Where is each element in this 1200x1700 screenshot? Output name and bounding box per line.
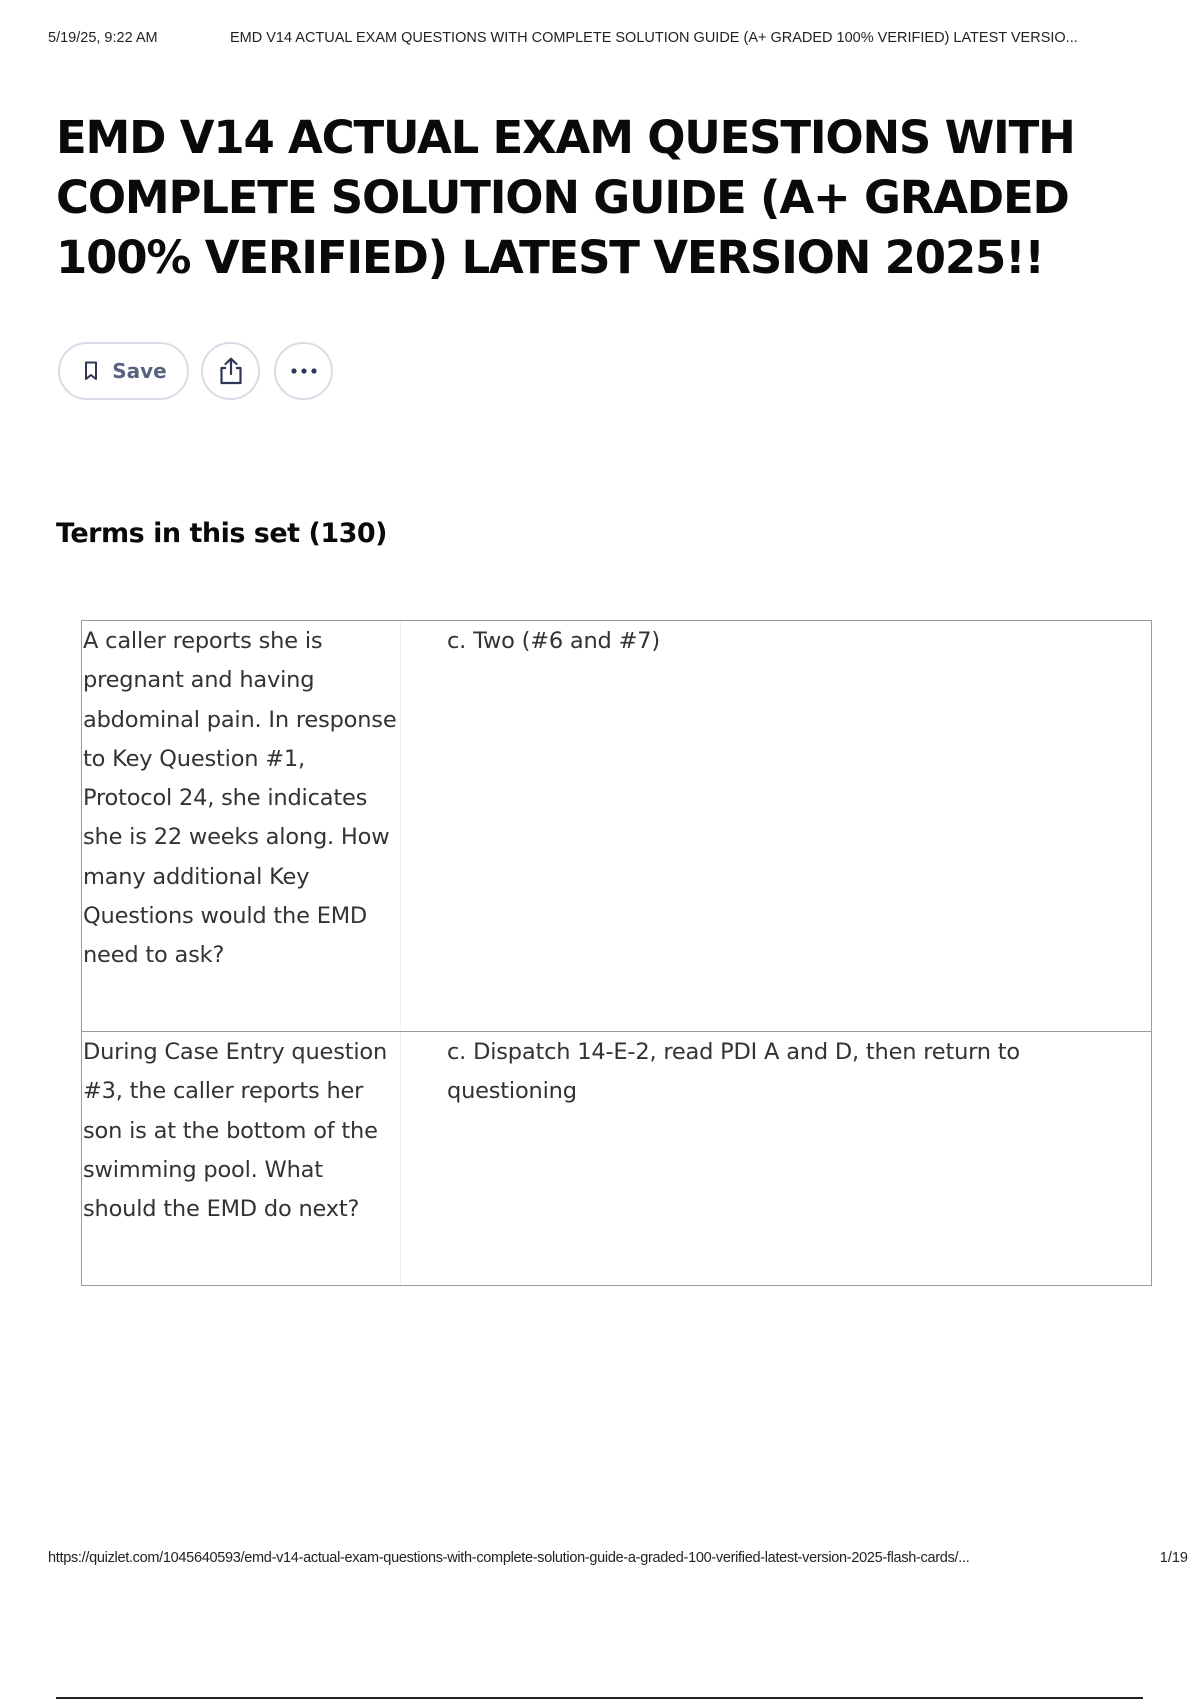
term-question: During Case Entry question #3, the caller reports her son is at the bottom of the swimming pool. What should the EMD do next?	[82, 1032, 401, 1285]
save-button-label: Save	[112, 359, 167, 383]
print-footer	[48, 1550, 1188, 1570]
term-answer: c. Dispatch 14-E-2, read PDI A and D, then return to questioning	[447, 1039, 1020, 1105]
save-button[interactable]	[58, 342, 189, 400]
term-row[interactable]	[82, 1031, 1151, 1285]
term-row[interactable]	[82, 621, 1151, 1031]
share-button[interactable]	[201, 342, 260, 400]
print-doc-title: EMD V14 ACTUAL EXAM QUESTIONS WITH COMPLETE SOLUTION GUIDE (A+ GRADED 100% VERIFIED) LATEST VERSIO...	[230, 30, 1078, 46]
print-header	[48, 30, 1172, 50]
term-question: A caller reports she is pregnant and having abdominal pain. In response to Key Question #1, Protocol 24, she indicates she is 22 weeks along. How many additional Key Questions would the EMD need to ask?	[82, 621, 401, 1031]
page-url-link[interactable]: https://quizlet.com/1045640593/emd-v14-actual-exam-questions-with-complete-solution-guide-a-graded-100-verified-latest-version-2025-flash-cards/...	[48, 1550, 970, 1566]
term-answer: c. Two (#6 and #7)	[447, 628, 660, 654]
more-options-button[interactable]	[274, 342, 333, 400]
terms-heading: Terms in this set (130)	[56, 518, 388, 549]
page-number: 1/19	[1159, 1550, 1188, 1566]
page-title: EMD V14 ACTUAL EXAM QUESTIONS WITH COMPLETE SOLUTION GUIDE (A+ GRADED 100% VERIFIED) LATEST VERSION 2025!!	[56, 111, 1075, 284]
share-icon	[218, 357, 244, 385]
bookmark-icon	[84, 361, 98, 381]
terms-table	[81, 620, 1152, 1286]
divider	[56, 1697, 1143, 1699]
more-horizontal-icon	[290, 367, 318, 375]
print-date: 5/19/25, 9:22 AM	[48, 30, 158, 46]
